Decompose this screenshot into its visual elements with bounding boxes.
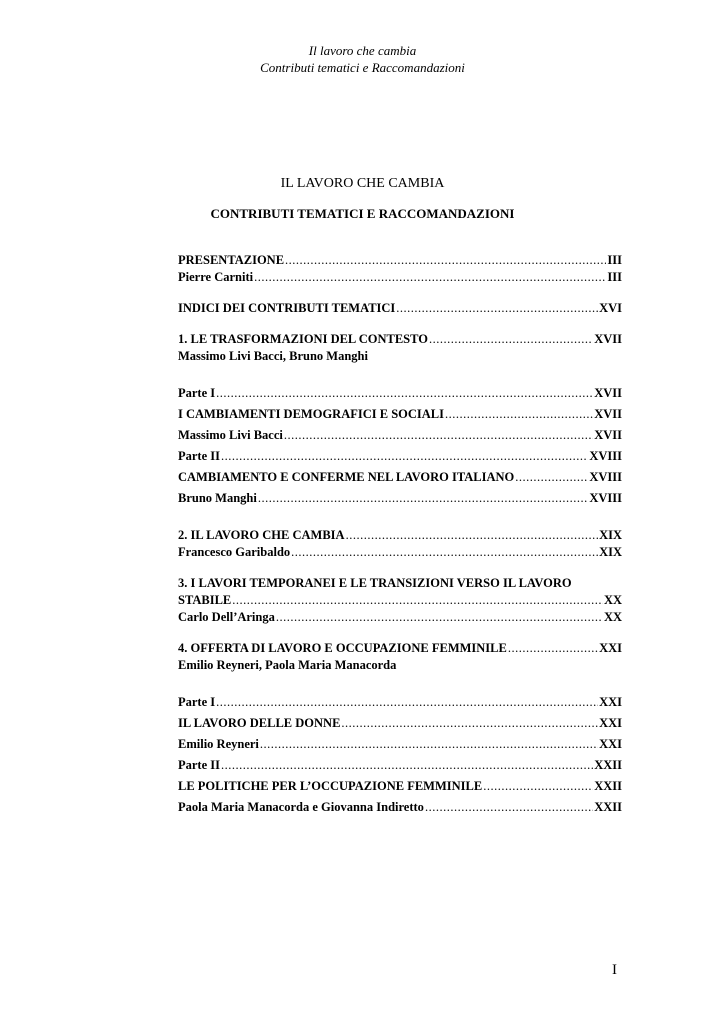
- toc-entry-label: Emilio Reyneri: [178, 737, 259, 751]
- toc-entry-s4-parte-2[interactable]: [178, 757, 622, 774]
- toc-entry-page: XVIII: [589, 491, 622, 505]
- toc-entry-label: 1. LE TRASFORMAZIONI DEL CONTESTO: [178, 332, 428, 346]
- dot-leader: [221, 757, 593, 773]
- running-header-subtitle: Contributi tematici e Raccomandazioni: [260, 60, 465, 75]
- toc-entry-page: III: [607, 253, 622, 267]
- dot-leader: [285, 252, 606, 268]
- dot-leader: [232, 592, 603, 608]
- document-subtitle: CONTRIBUTI TEMATICI E RACCOMANDAZIONI: [210, 206, 515, 221]
- toc-entry-label: Parte II: [178, 758, 220, 772]
- running-header-title: Il lavoro che cambia: [308, 43, 417, 58]
- toc-entry-donne[interactable]: [178, 715, 622, 732]
- toc-entry-section-4[interactable]: [178, 640, 622, 657]
- document-title: IL LAVORO CHE CAMBIA: [280, 176, 445, 191]
- toc-entry-cambiamento[interactable]: [178, 469, 622, 486]
- toc-entry-label: LE POLITICHE PER L’OCCUPAZIONE FEMMINILE: [178, 779, 483, 793]
- toc-entry-carniti[interactable]: [178, 269, 622, 286]
- toc-entry-label: 4. OFFERTA DI LAVORO E OCCUPAZIONE FEMMINILE: [178, 641, 507, 655]
- dot-leader: [216, 694, 598, 710]
- toc-entry-page: XIX: [599, 528, 622, 542]
- toc-entry-indici[interactable]: [178, 300, 622, 317]
- toc-entry-livi-bacci[interactable]: [178, 427, 622, 444]
- toc-entry-label: INDICI DEI CONTRIBUTI TEMATICI: [178, 301, 396, 315]
- dot-leader: [216, 385, 593, 401]
- toc-entry-label: STABILE: [178, 593, 232, 607]
- toc-entry-page: XXI: [599, 737, 622, 751]
- toc-entry-page: XX: [603, 593, 622, 607]
- dot-leader: [284, 427, 593, 443]
- toc-entry-cambiamenti[interactable]: [178, 406, 622, 423]
- dot-leader: [291, 544, 598, 560]
- toc-entry-section-1[interactable]: [178, 331, 622, 348]
- toc-entry-page: XVI: [599, 301, 622, 315]
- toc-entry-page: XVII: [594, 407, 622, 421]
- table-of-contents: [178, 252, 622, 816]
- toc-entry-page: III: [607, 270, 622, 284]
- toc-entry-label: I CAMBIAMENTI DEMOGRAFICI E SOCIALI: [178, 407, 444, 421]
- toc-entry-label: Pierre Carniti: [178, 270, 254, 284]
- toc-entry-presentazione[interactable]: [178, 252, 622, 269]
- dot-leader: [341, 715, 598, 731]
- toc-section-4-authors: Emilio Reyneri, Paola Maria Manacorda: [178, 658, 397, 672]
- dot-leader: [254, 269, 606, 285]
- toc-entry-page: XXI: [599, 716, 622, 730]
- dot-leader: [276, 609, 603, 625]
- toc-entry-label: Paola Maria Manacorda e Giovanna Indiretto: [178, 800, 424, 814]
- toc-entry-label: CAMBIAMENTO E CONFERME NEL LAVORO ITALIANO: [178, 470, 515, 484]
- dot-leader: [483, 778, 593, 794]
- toc-section-3-title-line1[interactable]: 3. I LAVORI TEMPORANEI E LE TRANSIZIONI VERSO IL LAVORO: [178, 576, 572, 590]
- toc-entry-page: XVII: [594, 332, 622, 346]
- toc-entry-label: Parte I: [178, 386, 216, 400]
- running-header: [0, 42, 725, 76]
- dot-leader: [396, 300, 598, 316]
- toc-section-1-authors: Massimo Livi Bacci, Bruno Manghi: [178, 349, 368, 363]
- dot-leader: [445, 406, 593, 422]
- toc-entry-label: Carlo Dell’Aringa: [178, 610, 275, 624]
- toc-entry-page: XXII: [594, 779, 622, 793]
- toc-entry-politiche[interactable]: [178, 778, 622, 795]
- toc-entry-label: Parte II: [178, 449, 220, 463]
- toc-entry-aringa[interactable]: [178, 609, 622, 626]
- toc-entry-page: XIX: [599, 545, 622, 559]
- toc-entry-label: Francesco Garibaldo: [178, 545, 291, 559]
- toc-entry-manghi[interactable]: [178, 490, 622, 507]
- dot-leader: [260, 736, 598, 752]
- toc-entry-page: XXII: [594, 758, 622, 772]
- toc-entry-s4-parte-1[interactable]: [178, 694, 622, 711]
- dot-leader: [508, 640, 598, 656]
- toc-entry-reyneri[interactable]: [178, 736, 622, 753]
- toc-entry-label: PRESENTAZIONE: [178, 253, 285, 267]
- toc-entry-page: XXII: [594, 800, 622, 814]
- toc-entry-section-3[interactable]: [178, 592, 622, 609]
- dot-leader: [425, 799, 593, 815]
- toc-entry-page: XVIII: [589, 449, 622, 463]
- toc-entry-page: XXI: [599, 641, 622, 655]
- dot-leader: [515, 469, 588, 485]
- toc-entry-label: Massimo Livi Bacci: [178, 428, 283, 442]
- dot-leader: [429, 331, 593, 347]
- toc-entry-s1-parte-1[interactable]: [178, 385, 622, 402]
- dot-leader: [258, 490, 589, 506]
- toc-entry-s1-parte-2[interactable]: [178, 448, 622, 465]
- toc-entry-page: XVII: [594, 428, 622, 442]
- toc-entry-label: Bruno Manghi: [178, 491, 257, 505]
- toc-entry-label: 2. IL LAVORO CHE CAMBIA: [178, 528, 345, 542]
- toc-entry-page: XVII: [594, 386, 622, 400]
- toc-entry-section-2[interactable]: [178, 527, 622, 544]
- toc-entry-label: IL LAVORO DELLE DONNE: [178, 716, 341, 730]
- toc-entry-manacorda[interactable]: [178, 799, 622, 816]
- toc-entry-label: Parte I: [178, 695, 216, 709]
- dot-leader: [346, 527, 599, 543]
- page-number: I: [612, 962, 617, 978]
- dot-leader: [221, 448, 588, 464]
- toc-entry-page: XVIII: [589, 470, 622, 484]
- toc-entry-page: XX: [603, 610, 622, 624]
- toc-entry-garibaldo[interactable]: [178, 544, 622, 561]
- toc-entry-page: XXI: [599, 695, 622, 709]
